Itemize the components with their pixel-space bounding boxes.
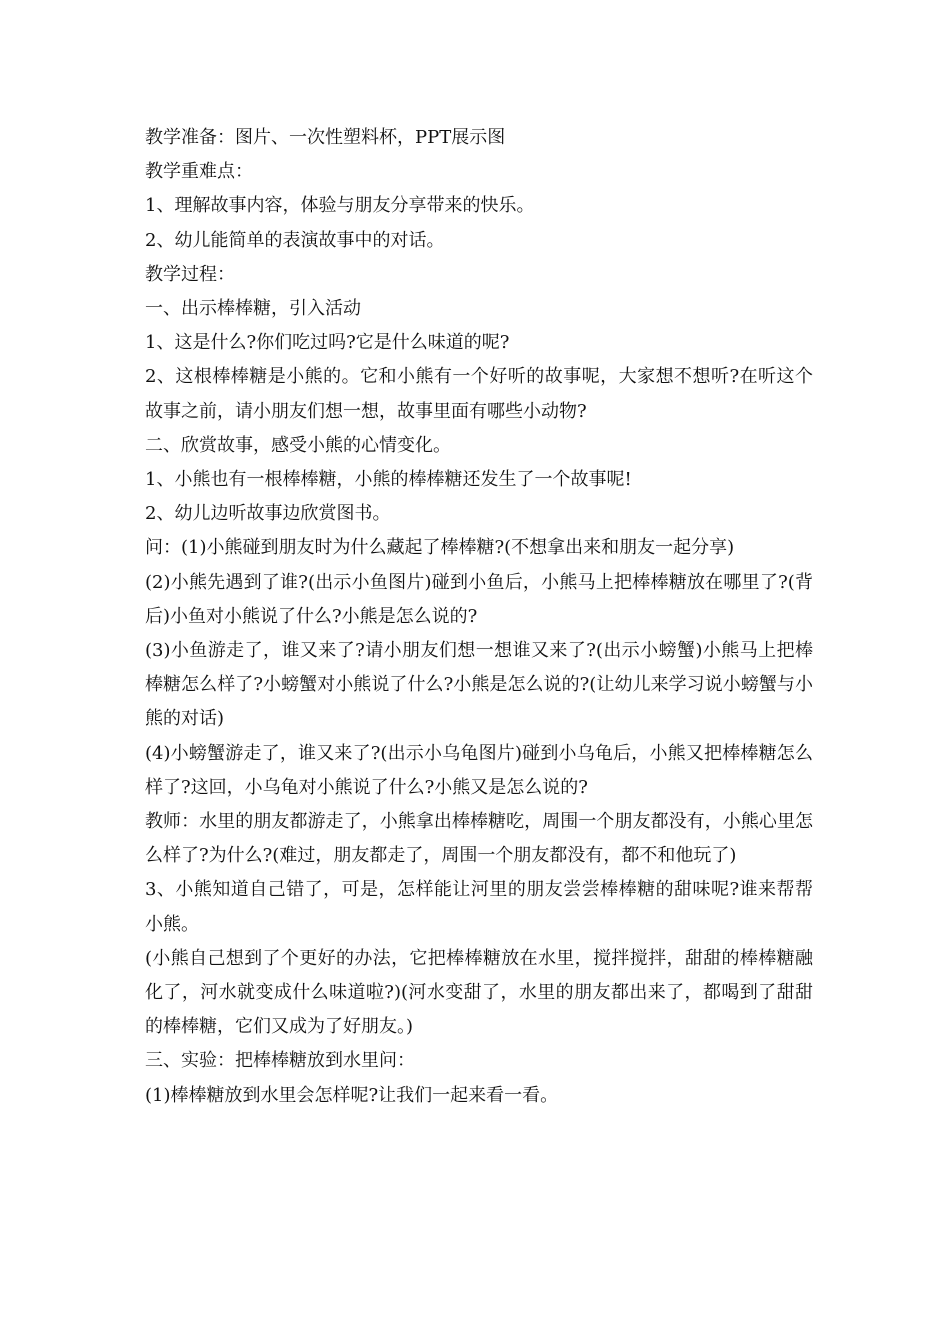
paragraph-section-1-heading: 一、出示棒棒糖，引入活动 [145,298,361,320]
paragraph-section-2-item-2: 2、幼儿边听故事边欣赏图书。 [145,503,391,525]
paragraph-question-4: (4)小螃蟹游走了，谁又来了?(出示小乌龟图片)碰到小乌龟后，小熊又把棒棒糖怎么样了?这回，小乌龟对小熊说了什么?小熊又是怎么说的? [145,742,813,798]
document-body [145,121,813,1113]
paragraph-section-2-heading: 二、欣赏故事，感受小熊的心情变化。 [145,434,451,456]
paragraph-story-resolution: (小熊自己想到了个更好的办法，它把棒棒糖放在水里，搅拌搅拌，甜甜的棒棒糖融化了，河水就变成什么味道啦?)(河水变甜了，水里的朋友都出来了，都喝到了甜甜的棒棒糖，它们又成为了好朋友。) [145,947,813,1038]
paragraph-teacher: 教师：水里的朋友都游走了，小熊拿出棒棒糖吃，周围一个朋友都没有，小熊心里怎么样了?为什么?(难过，朋友都走了，周围一个朋友都没有，都不和他玩了) [145,811,813,867]
paragraph-key-point-2: 2、幼儿能简单的表演故事中的对话。 [145,229,445,251]
paragraph-experiment-question-1: (1)棒棒糖放到水里会怎样呢?让我们一起来看一看。 [145,1084,559,1106]
paragraph-question-1: 问：(1)小熊碰到朋友时为什么藏起了棒棒糖?(不想拿出来和朋友一起分享) [145,537,735,559]
paragraph-section-3-heading: 三、实验：把棒棒糖放到水里问： [145,1050,415,1072]
paragraph-section-2-item-3: 3、小熊知道自己错了，可是，怎样能让河里的朋友尝尝棒棒糖的甜味呢?谁来帮帮小熊。 [145,879,813,935]
paragraph-section-2-item-1: 1、小熊也有一根棒棒糖，小熊的棒棒糖还发生了一个故事呢! [145,469,632,491]
paragraph-section-1-item-2: 2、这根棒棒糖是小熊的。它和小熊有一个好听的故事呢，大家想不想听?在听这个故事之前，请小朋友们想一想，故事里面有哪些小动物? [145,366,813,422]
paragraph-process-heading: 教学过程： [145,263,235,285]
paragraph-teaching-preparation: 教学准备：图片、一次性塑料杯，PPT展示图 [145,127,506,148]
paragraph-section-1-item-1: 1、这是什么?你们吃过吗?它是什么味道的呢? [145,332,510,354]
paragraph-question-2: (2)小熊先遇到了谁?(出示小鱼图片)碰到小鱼后，小熊马上把棒棒糖放在哪里了?(背后)小鱼对小熊说了什么?小熊是怎么说的? [145,571,813,627]
paragraph-key-points-heading: 教学重难点： [145,161,253,183]
paragraph-key-point-1: 1、理解故事内容，体验与朋友分享带来的快乐。 [145,195,535,217]
paragraph-question-3: (3)小鱼游走了，谁又来了?请小朋友们想一想谁又来了?(出示小螃蟹)小熊马上把棒棒糖怎么样了?小螃蟹对小熊说了什么?小熊是怎么说的?(让幼儿来学习说小螃蟹与小熊的对话) [145,640,813,730]
